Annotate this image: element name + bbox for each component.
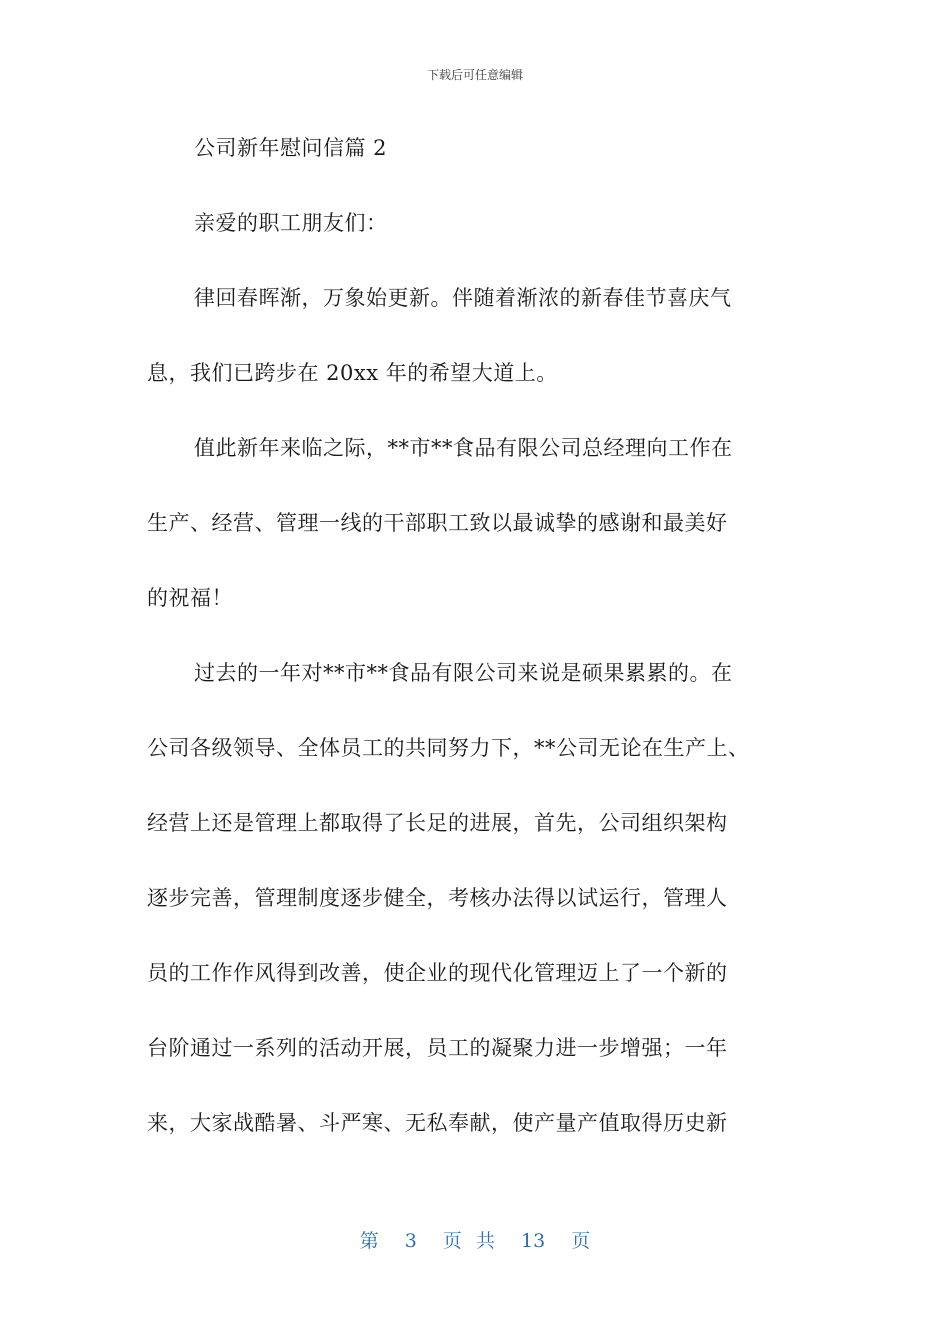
page-prefix: 第 [359,1230,379,1252]
paragraph-line: 过去的一年对**市**食品有限公司来说是硕果累累的。在 [194,661,733,685]
paragraph-line: 值此新年来临之际，**市**食品有限公司总经理向工作在 [194,436,733,460]
paragraph-line: 台阶通过一系列的活动开展，员工的凝聚力进一步增强；一年 [147,1036,728,1060]
document-title: 公司新年慰问信篇 2 [194,136,388,160]
paragraph-line: 公司各级领导、全体员工的共同努力下，**公司无论在生产上、 [147,736,750,760]
greeting: 亲爱的职工朋友们： [194,211,388,235]
paragraph-line: 经营上还是管理上都取得了长足的进展，首先，公司组织架构 [147,811,728,835]
paragraph-line: 员的工作作风得到改善，使企业的现代化管理迈上了一个新的 [147,961,728,985]
page-middle: 页 共 [442,1230,495,1252]
page-suffix: 页 [571,1230,591,1252]
page-total: 13 [521,1230,546,1252]
paragraph-line: 来，大家战酷暑、斗严寒、无私奉献，使产量产值取得历史新 [147,1111,728,1135]
page-footer [0,1226,950,1253]
paragraph-line: 逐步完善，管理制度逐步健全，考核办法得以试运行，管理人 [147,886,728,910]
paragraph-line: 息，我们已跨步在 20xx 年的希望大道上。 [147,361,558,385]
paragraph-line: 律回春晖渐，万象始更新。伴随着渐浓的新春佳节喜庆气 [194,286,732,310]
header-note: 下载后可任意编辑 [426,68,523,82]
page-number: 3 [404,1230,417,1252]
paragraph-line: 的祝福！ [147,586,233,610]
paragraph-line: 生产、经营、管理一线的干部职工致以最诚挚的感谢和最美好 [147,511,728,535]
